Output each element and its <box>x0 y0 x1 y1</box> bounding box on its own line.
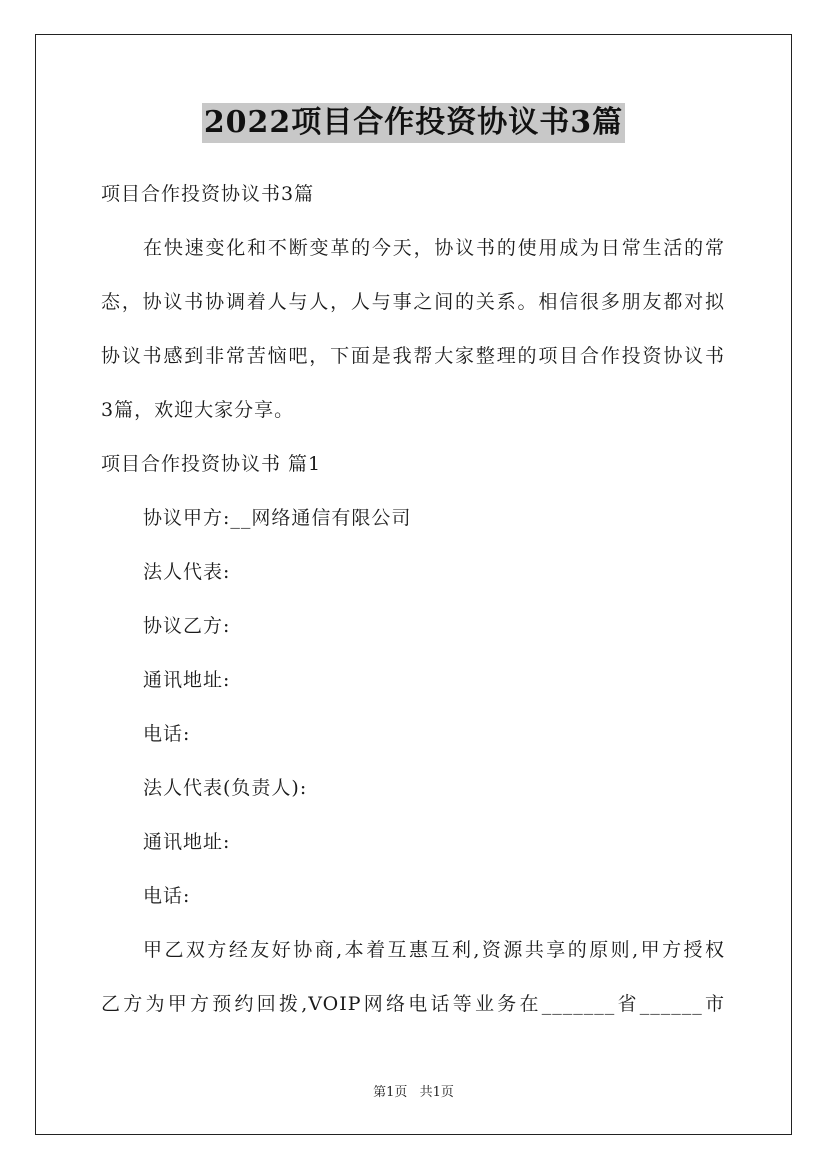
title-text: 2022项目合作投资协议书3篇 <box>202 103 625 143</box>
intro-line: 协议书感到非常苦恼吧，下面是我帮大家整理的项目合作投资协议书 <box>101 345 725 367</box>
page-total: 共1页 <box>419 1085 454 1100</box>
body-line: 乙方为甲方预约回拨,VOIP网络电话等业务在_______省______市 <box>101 993 725 1015</box>
page-number: 第1页 <box>373 1085 408 1100</box>
intro-line: 3篇，欢迎大家分享。 <box>101 399 295 421</box>
field-legal-rep-responsible: 法人代表(负责人): <box>143 777 308 799</box>
intro-line: 态，协议书协调着人与人，人与事之间的关系。相信很多朋友都对拟 <box>101 291 725 313</box>
intro-line: 在快速变化和不断变革的今天，协议书的使用成为日常生活的常 <box>143 237 725 259</box>
body-line: 甲乙双方经友好协商,本着互惠互利,资源共享的原则,甲方授权 <box>143 939 725 961</box>
field-party-a: 协议甲方:__网络通信有限公司 <box>143 507 412 529</box>
field-legal-rep: 法人代表: <box>143 561 231 583</box>
subtitle: 项目合作投资协议书3篇 <box>101 183 315 205</box>
field-address: 通讯地址: <box>143 669 231 691</box>
field-phone-2: 电话: <box>143 885 191 907</box>
document-title <box>0 102 827 143</box>
section-heading: 项目合作投资协议书 篇1 <box>101 453 322 475</box>
field-address-2: 通讯地址: <box>143 831 231 853</box>
field-party-b: 协议乙方: <box>143 615 231 637</box>
field-phone: 电话: <box>143 723 191 745</box>
page-footer <box>0 1084 827 1102</box>
